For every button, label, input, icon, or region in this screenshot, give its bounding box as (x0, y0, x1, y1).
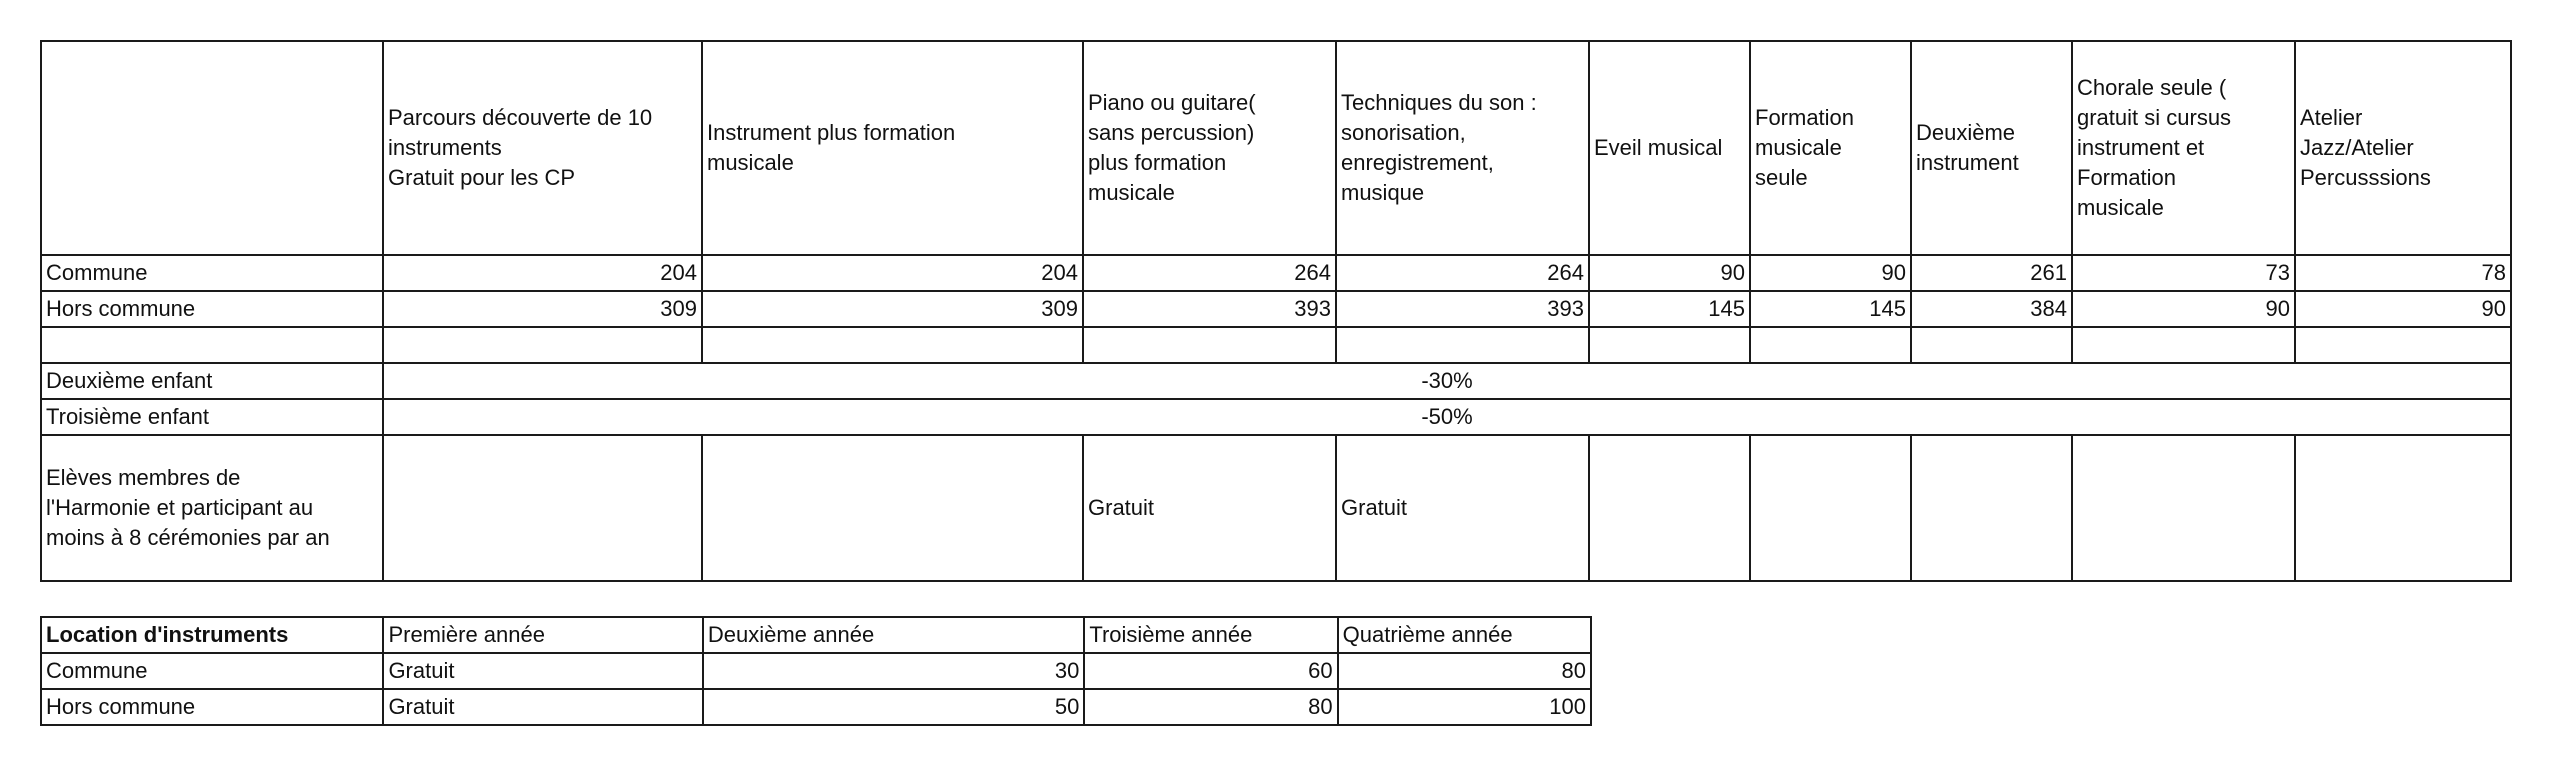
price-cell: 50 (703, 689, 1084, 725)
header-piano-guitare: Piano ou guitare( sans percussion) plus formation musicale (1083, 41, 1336, 255)
header-atelier-jazz: Atelier Jazz/Atelier Percusssions (2295, 41, 2511, 255)
row-label: Commune (41, 255, 383, 291)
empty-cell (2072, 327, 2295, 363)
price-cell: 90 (1750, 255, 1911, 291)
header-deuxieme-instrument: Deuxième instrument (1911, 41, 2072, 255)
price-cell: 30 (703, 653, 1084, 689)
price-cell: 145 (1750, 291, 1911, 327)
harmonie-cell: Gratuit (1336, 435, 1589, 581)
empty-cell (702, 327, 1083, 363)
price-cell: 73 (2072, 255, 2295, 291)
price-cell: Gratuit (383, 653, 702, 689)
price-cell: 261 (1911, 255, 2072, 291)
price-cell: 264 (1336, 255, 1589, 291)
header-chorale-seule: Chorale seule ( gratuit si cursus instrument et Formation musicale (2072, 41, 2295, 255)
discount-label: Deuxième enfant (41, 363, 383, 399)
table-row (41, 653, 1591, 689)
header-eveil-musical: Eveil musical (1589, 41, 1750, 255)
header-parcours: Parcours découverte de 10 instruments Gratuit pour les CP (383, 41, 702, 255)
empty-row (41, 327, 2511, 363)
price-cell: 309 (702, 291, 1083, 327)
table-row (41, 291, 2511, 327)
row-label: Hors commune (41, 689, 383, 725)
price-cell: 204 (702, 255, 1083, 291)
price-cell: 204 (383, 255, 702, 291)
row-label: Commune (41, 653, 383, 689)
location-table (40, 616, 1592, 726)
harmonie-cell (383, 435, 702, 581)
price-cell: 100 (1338, 689, 1591, 725)
row-label: Hors commune (41, 291, 383, 327)
price-cell: 393 (1336, 291, 1589, 327)
header-instrument-formation: Instrument plus formation musicale (702, 41, 1083, 255)
header-premiere-annee: Première année (383, 617, 702, 653)
harmonie-cell (1911, 435, 2072, 581)
harmonie-cell (1589, 435, 1750, 581)
tarifs-header-row (41, 41, 2511, 255)
price-cell: 90 (1589, 255, 1750, 291)
empty-cell (1083, 327, 1336, 363)
empty-cell (383, 327, 702, 363)
price-cell: 393 (1083, 291, 1336, 327)
price-cell: 384 (1911, 291, 2072, 327)
discount-value: -50% (383, 399, 2511, 435)
header-quatrieme-annee: Quatrième année (1338, 617, 1591, 653)
price-cell: 60 (1084, 653, 1337, 689)
price-cell: 80 (1084, 689, 1337, 725)
harmonie-cell (2072, 435, 2295, 581)
price-cell: 90 (2072, 291, 2295, 327)
empty-cell (1589, 327, 1750, 363)
header-formation-musicale-seule: Formation musicale seule (1750, 41, 1911, 255)
harmonie-cell (1750, 435, 1911, 581)
price-cell: 309 (383, 291, 702, 327)
price-cell: 264 (1083, 255, 1336, 291)
location-title: Location d'instruments (41, 617, 383, 653)
harmonie-cell (702, 435, 1083, 581)
discount-row (41, 399, 2511, 435)
empty-cell (1750, 327, 1911, 363)
price-cell: 78 (2295, 255, 2511, 291)
price-cell: 145 (1589, 291, 1750, 327)
table-row (41, 689, 1591, 725)
harmonie-cell: Gratuit (1083, 435, 1336, 581)
empty-cell (41, 327, 383, 363)
discount-label: Troisième enfant (41, 399, 383, 435)
header-troisieme-annee: Troisième année (1084, 617, 1337, 653)
price-cell: 90 (2295, 291, 2511, 327)
harmonie-cell (2295, 435, 2511, 581)
discount-value: -30% (383, 363, 2511, 399)
harmonie-row (41, 435, 2511, 581)
header-deuxieme-annee: Deuxième année (703, 617, 1084, 653)
location-header-row (41, 617, 1591, 653)
harmonie-label: Elèves membres de l'Harmonie et participant au moins à 8 cérémonies par an (41, 435, 383, 581)
price-cell: Gratuit (383, 689, 702, 725)
table-row (41, 255, 2511, 291)
header-techniques-son: Techniques du son : sonorisation, enregistrement, musique (1336, 41, 1589, 255)
empty-cell (1336, 327, 1589, 363)
price-cell: 80 (1338, 653, 1591, 689)
empty-cell (2295, 327, 2511, 363)
discount-row (41, 363, 2511, 399)
empty-cell (1911, 327, 2072, 363)
tarifs-table (40, 40, 2512, 582)
header-cell-empty (41, 41, 383, 255)
